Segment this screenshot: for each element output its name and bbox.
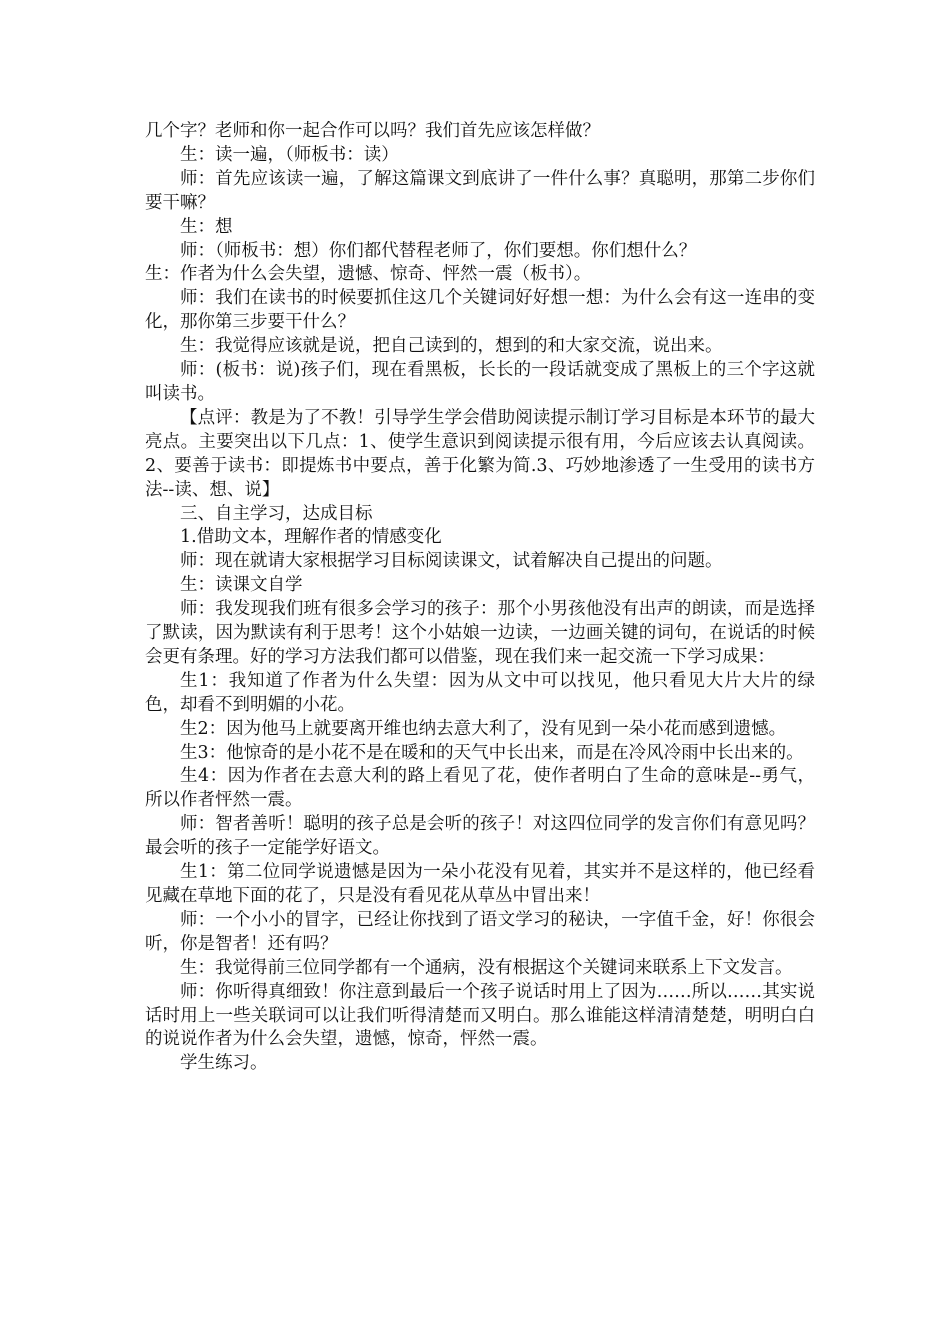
paragraph: 生4：因为作者在去意大利的路上看见了花，使作者明白了生命的意味是--勇气，所以作者怦然一震。: [145, 766, 815, 811]
comment-paragraph: 【点评：教是为了不教！引导学生学会借助阅读提示制订学习目标是本环节的最大亮点。主要突出以下几点：1、使学生意识到阅读提示很有用，今后应该去认真阅读。2、要善于读书：即提炼书中要点，善于化繁为简.3、巧妙地渗透了一生受用的读书方法--读、想、说】: [145, 407, 815, 500]
paragraph: 生1：第二位同学说遗憾是因为一朵小花没有见着，其实并不是这样的，他已经看见藏在草地下面的花了，只是没有看见花从草丛中冒出来！: [145, 862, 815, 906]
section-heading: 三、自主学习，达成目标: [180, 503, 373, 524]
paragraph: 师：你听得真细致！你注意到最后一个孩子说话时用上了因为……所以……其实说话时用上一些关联词可以让我们听得清楚而又明白。那么谁能这样清清楚楚，明明白白的说说作者为什么会失望，遗憾，惊奇，怦然一震。: [145, 981, 815, 1050]
paragraph: 师：首先应该读一遍，了解这篇课文到底讲了一件什么事？真聪明，那第二步你们要干嘛？: [145, 168, 815, 213]
paragraph: 生：想: [180, 216, 233, 237]
paragraph: 生：作者为什么会失望，遗憾、惊奇、怦然一震（板书）。: [145, 264, 592, 285]
paragraph: 师：我们在读书的时候要抓住这几个关键词好好想一想：为什么会有这一连串的变化，那你第三步要干什么？: [145, 288, 815, 333]
subsection-heading: 1.借助文本，理解作者的情感变化: [180, 527, 442, 548]
document-body: [145, 120, 815, 1076]
paragraph: 师：智者善听！聪明的孩子总是会听的孩子！对这四位同学的发言你们有意见吗？最会听的孩子一定能学好语文。: [145, 814, 815, 859]
paragraph: 生3：他惊奇的是小花不是在暖和的天气中长出来，而是在冷风冷雨中长出来的。: [180, 742, 804, 763]
paragraph: 师：现在就请大家根据学习目标阅读课文，试着解决自己提出的问题。: [180, 551, 723, 572]
paragraph: 生：我觉得前三位同学都有一个通病，没有根据这个关键词来联系上下文发言。: [180, 957, 793, 978]
paragraph: 生：我觉得应该就是说，把自己读到的，想到的和大家交流，说出来。: [180, 336, 723, 357]
paragraph: 师：(板书：说)孩子们，现在看黑板，长长的一段话就变成了黑板上的三个字这就叫读书。: [145, 360, 815, 404]
paragraph: 学生练习。: [180, 1053, 268, 1074]
paragraph: 师：我发现我们班有很多会学习的孩子：那个小男孩他没有出声的朗读，而是选择了默读，因为默读有利于思考！这个小姑娘一边读，一边画关键的词句，在说话的时候会更有条理。好的学习方法我们都可以借鉴，现在我们来一起交流一下学习成果：: [145, 599, 815, 667]
paragraph: 生2：因为他马上就要离开维也纳去意大利了，没有见到一朵小花而感到遗憾。: [180, 718, 787, 739]
paragraph: 生：读一遍，（师板书：读）: [180, 144, 399, 165]
paragraph: 生1：我知道了作者为什么失望：因为从文中可以找见，他只看见大片大片的绿色，却看不到明媚的小花。: [145, 670, 815, 715]
paragraph: 几个字？老师和你一起合作可以吗？我们首先应该怎样做？: [145, 121, 600, 141]
paragraph: 生：读课文自学: [180, 575, 303, 596]
paragraph: 师：（师板书：想）你们都代替程老师了，你们要想。你们想什么？: [180, 240, 697, 261]
paragraph: 师：一个小小的冒字，已经让你找到了语文学习的秘诀，一字值千金，好！你很会听，你是智者！还有吗？: [145, 909, 815, 954]
